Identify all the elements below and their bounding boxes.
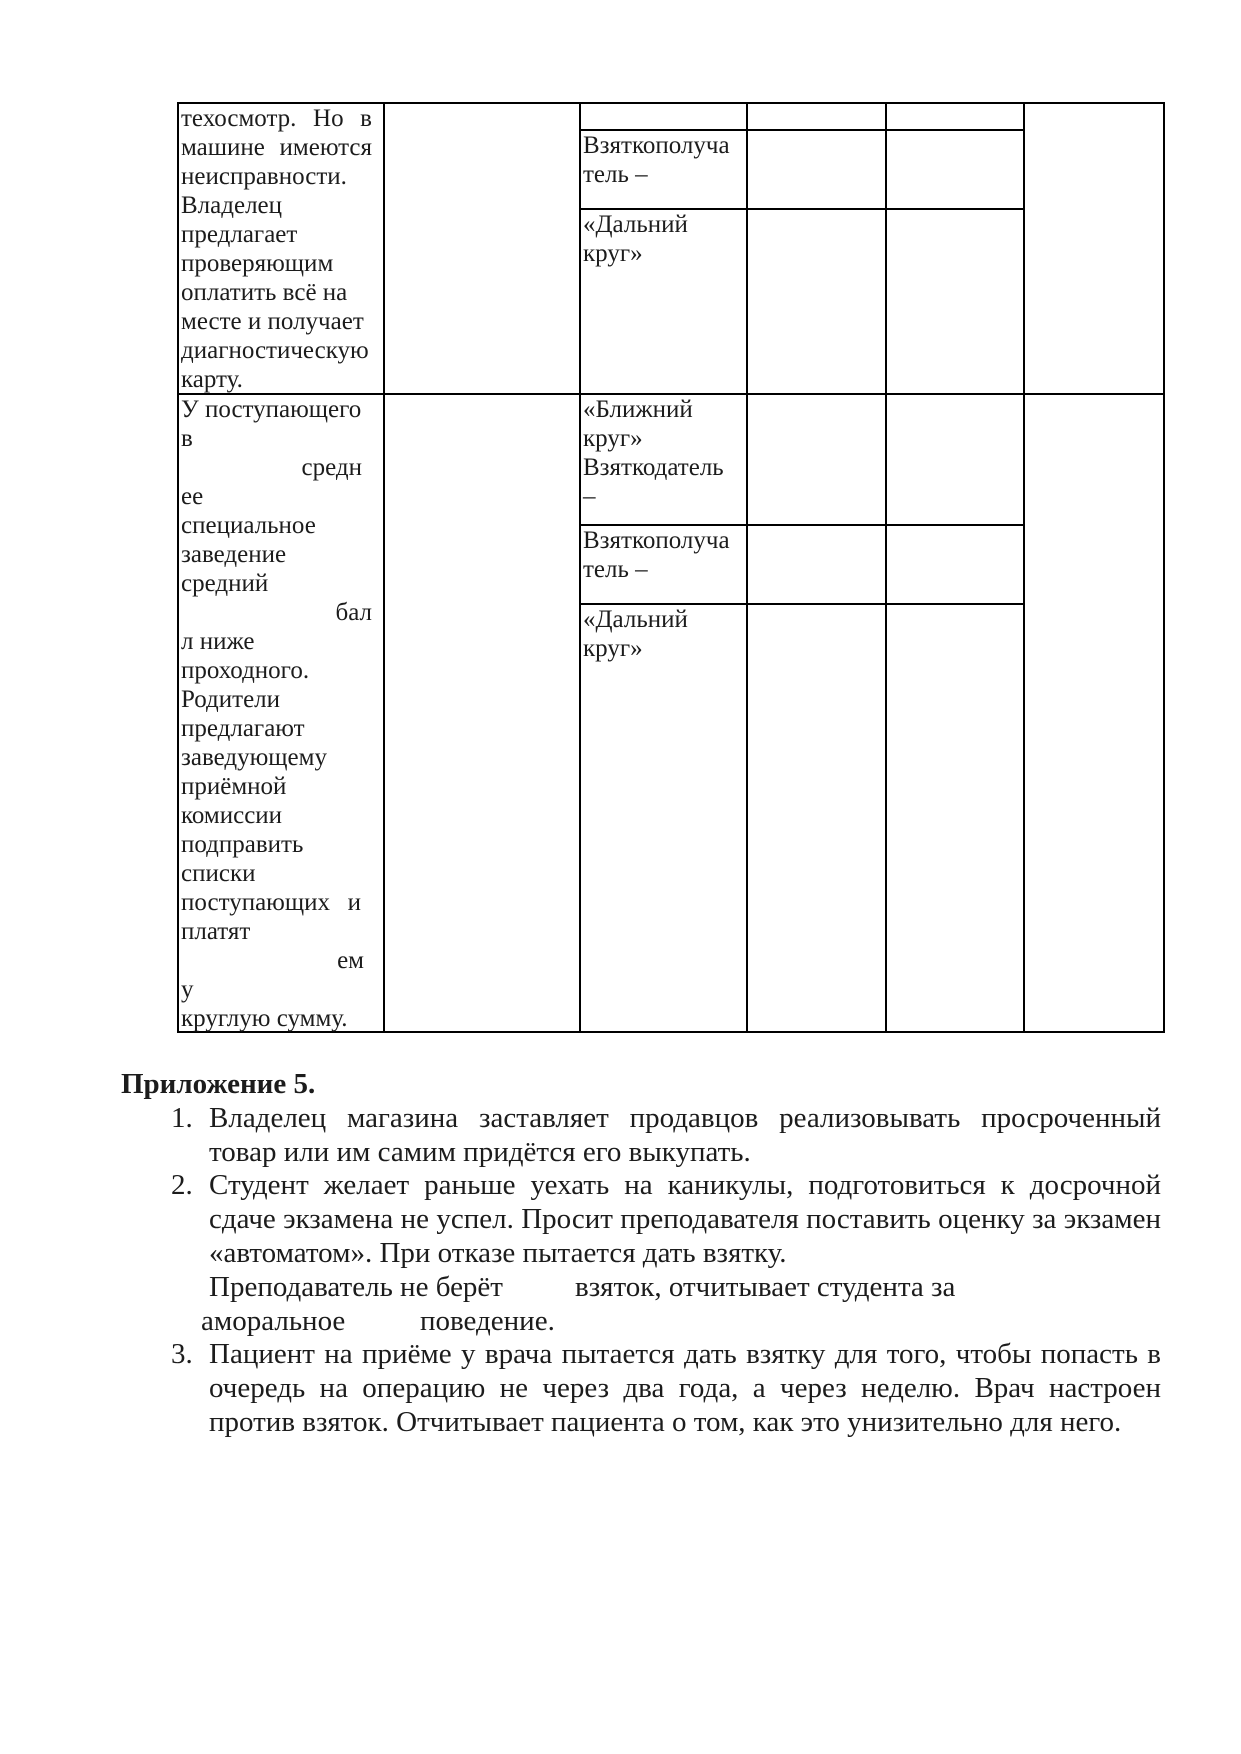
text-line <box>209 1271 1161 1305</box>
role-line: «Ближний <box>583 396 693 423</box>
role-cell <box>581 395 748 526</box>
situation-line: комиссии <box>181 802 283 829</box>
situation-line: у <box>181 976 194 1003</box>
table-cell-empty <box>748 395 887 526</box>
situation-line: приёмной <box>181 773 287 800</box>
table-cell-empty <box>887 210 1025 395</box>
situation-line: специальное <box>181 512 316 539</box>
situation-line: оплатить всё на <box>181 279 348 306</box>
text-segment: поведение. <box>420 1304 555 1337</box>
list-number: 2. <box>171 1169 193 1202</box>
role-line: Взяткополуча <box>583 132 730 159</box>
appendix-section <box>0 1068 1241 1440</box>
role-line: тель – <box>583 556 648 583</box>
situation-line: У поступающего <box>181 396 362 423</box>
text-line: сдаче экзамена не успел. Просит преподавателя поставить оценку за экзамен <box>209 1203 1161 1236</box>
text-line <box>201 1305 1153 1339</box>
list-item <box>0 1102 1241 1170</box>
role-line: «Дальний <box>583 211 688 238</box>
situation-line: средний <box>181 570 269 597</box>
text-line: Владелец магазина заставляет продавцов реализовывать просроченный <box>209 1101 1161 1134</box>
table-cell-empty <box>1025 395 1165 1033</box>
role-line: Взяткодатель <box>583 454 724 481</box>
situation-line: подправить <box>181 831 304 858</box>
situation-line: заведение <box>181 541 287 568</box>
table-cell-empty <box>887 526 1025 605</box>
situation-line: ее <box>181 483 204 510</box>
text-segment: аморальное <box>201 1304 346 1337</box>
situation-line: техосмотр. Но в <box>181 105 372 132</box>
table-cell-empty <box>385 395 581 1033</box>
list-number: 1. <box>171 1101 193 1134</box>
text-line: Студент желает раньше уехать на каникулы, подготовиться к досрочной <box>209 1169 1161 1202</box>
situation-line: списки <box>181 860 256 887</box>
situation-line: предлагают <box>181 715 305 742</box>
situation-cell <box>179 104 385 395</box>
table-cell-empty <box>385 104 581 395</box>
table-cell-empty <box>748 526 887 605</box>
role-cell <box>581 131 748 210</box>
role-line: круг» <box>583 425 643 452</box>
text-line: против взяток. Отчитывает пациента о том, как это унизительно для него. <box>209 1405 1122 1438</box>
role-line: круг» <box>583 635 643 662</box>
role-line: круг» <box>583 240 643 267</box>
role-cell <box>581 526 748 605</box>
situation-line: неисправности. <box>181 163 347 190</box>
situation-line: предлагает <box>181 221 298 248</box>
situation-line: машине имеются <box>181 134 372 161</box>
role-line: «Дальний <box>583 606 688 633</box>
table-cell-empty <box>887 395 1025 526</box>
list-number: 3. <box>171 1338 193 1371</box>
text-line: очередь на операцию не через два года, а через неделю. Врач настроен <box>209 1372 1161 1405</box>
role-line: тель – <box>583 161 648 188</box>
text-line: товар или им самим придётся его выкупать. <box>209 1135 751 1168</box>
table-cell-empty <box>887 131 1025 210</box>
situation-line: круглую сумму. <box>181 1005 348 1032</box>
text-segment: Преподаватель не берёт <box>209 1270 503 1303</box>
text-line: Пациент на приёме у врача пытается дать взятку для того, чтобы попасть в <box>209 1338 1161 1371</box>
table-cell-empty <box>748 131 887 210</box>
role-cell <box>581 210 748 395</box>
situation-line: средн <box>301 454 362 481</box>
situation-line: бал <box>335 599 372 626</box>
table-cell-empty <box>748 104 887 131</box>
list-item <box>0 1169 1241 1338</box>
situation-line: проходного. <box>181 657 310 684</box>
situation-line: поступающих и <box>181 889 361 916</box>
situation-line: платят <box>181 918 251 945</box>
situation-line: диагностическую <box>181 337 369 364</box>
situation-line: в <box>181 425 193 452</box>
table-cell-empty <box>1025 104 1165 395</box>
situation-cell <box>179 395 385 1033</box>
role-cell <box>581 605 748 1033</box>
text-segment: взяток, отчитывает студента за <box>575 1270 956 1303</box>
table-cell-empty <box>887 605 1025 1033</box>
role-cell-empty <box>581 104 748 131</box>
role-line: Взяткополуча <box>583 527 730 554</box>
text-line: «автоматом». При отказе пытается дать взятку. <box>209 1236 787 1269</box>
situation-line: проверяющим <box>181 250 334 277</box>
situation-line: Родители <box>181 686 281 713</box>
situation-line: карту. <box>181 366 243 393</box>
situation-line: ем <box>337 947 364 974</box>
table-cell-empty <box>748 605 887 1033</box>
situation-line: заведующему <box>181 744 327 771</box>
appendix-heading: Приложение 5. <box>121 1068 316 1100</box>
table-cell-empty <box>887 104 1025 131</box>
situation-line: Владелец <box>181 192 283 219</box>
role-line: – <box>583 483 596 510</box>
situation-line: месте и получает <box>181 308 364 335</box>
table-cell-empty <box>748 210 887 395</box>
bribery-roles-table <box>177 102 1165 1033</box>
list-item <box>0 1338 1241 1439</box>
situation-line: л ниже <box>181 628 255 655</box>
